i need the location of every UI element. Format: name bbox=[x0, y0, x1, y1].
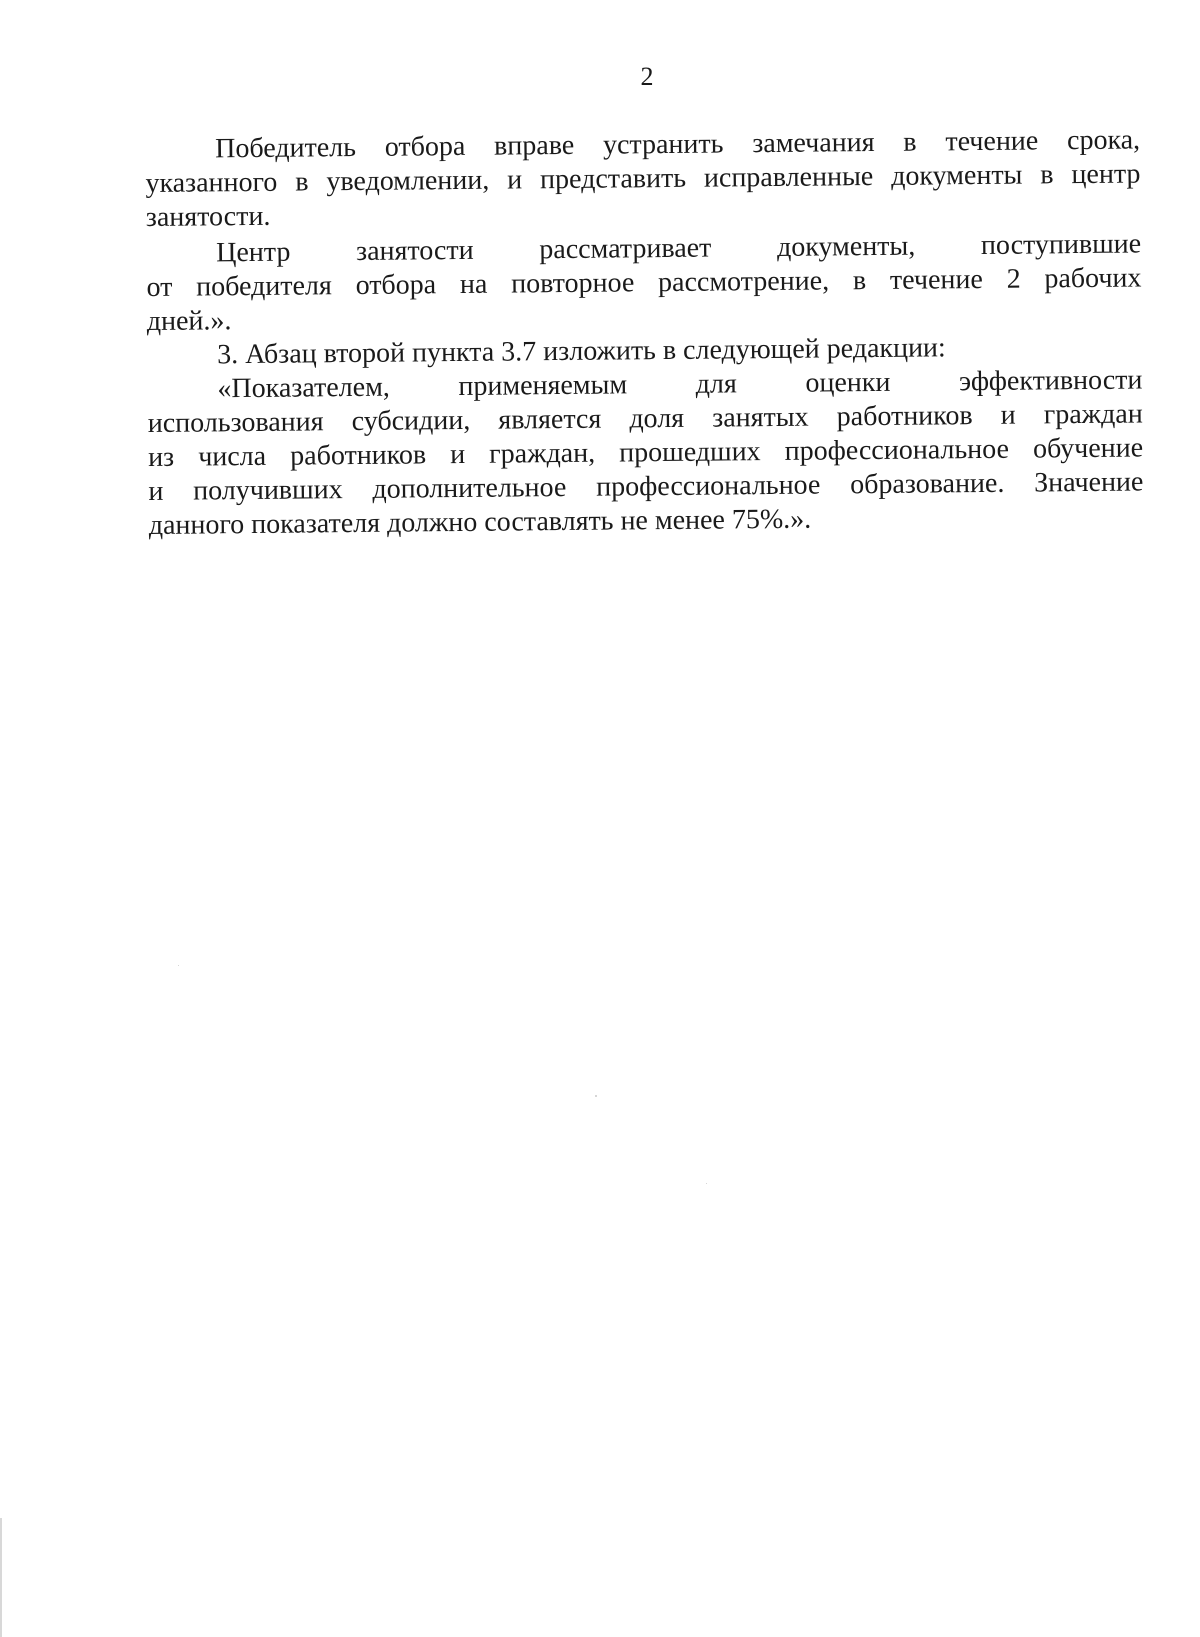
document-body bbox=[145, 123, 1144, 543]
text-line: и получивших дополнительное профессиональное образование. Значение bbox=[148, 466, 1144, 507]
text-line: дней.». bbox=[146, 305, 232, 337]
paragraph-2 bbox=[146, 227, 1142, 339]
text-line: Победитель отбора вправе устранить замечания в течение срока, bbox=[215, 124, 1141, 165]
scan-speck bbox=[595, 1095, 597, 1097]
text-line: от победителя отбора на повторное рассмотрение, в течение 2 рабочих bbox=[146, 262, 1142, 303]
text-line: использования субсидии, является доля занятых работников и граждан bbox=[147, 398, 1143, 439]
page-number: 2 bbox=[640, 62, 654, 91]
scan-speck bbox=[178, 965, 179, 966]
text-line: занятости. bbox=[145, 200, 271, 233]
paragraph-4 bbox=[147, 363, 1144, 543]
scan-edge-shadow bbox=[0, 1518, 2, 1637]
text-line: «Показателем, применяемым для оценки эффективности bbox=[217, 364, 1143, 405]
text-line: из числа работников и граждан, прошедших профессиональное обучение bbox=[147, 432, 1144, 473]
paragraph-1 bbox=[145, 123, 1141, 235]
text-line: Центр занятости рассматривает документы, поступившие bbox=[216, 228, 1142, 269]
text-line: указанного в уведомлении, и представить исправленные документы в центр bbox=[145, 158, 1141, 199]
text-line: данного показателя должно составлять не менее 75%.». bbox=[148, 503, 812, 541]
text-line: 3. Абзац второй пункта 3.7 изложить в следующей редакции: bbox=[216, 332, 946, 371]
scan-speck bbox=[706, 1183, 707, 1184]
